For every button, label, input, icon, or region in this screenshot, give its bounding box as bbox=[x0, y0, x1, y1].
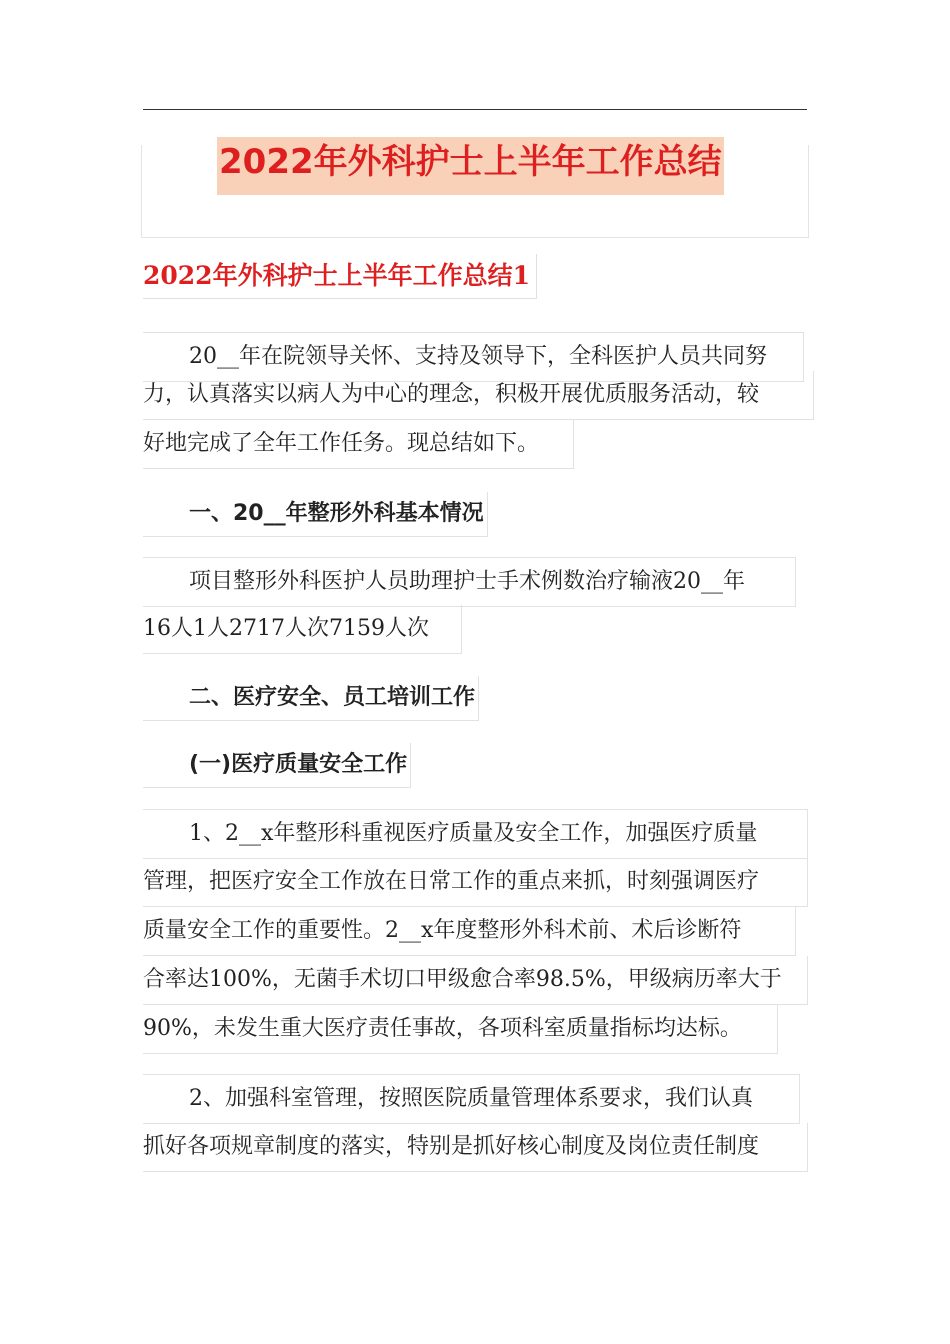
paragraph-line: 1、2__x年整形科重视医疗质量及安全工作，加强医疗质量 bbox=[143, 809, 808, 859]
section-title: 2022年外科护士上半年工作总结1 bbox=[143, 254, 537, 299]
paragraph-line: 合率达100%，无菌手术切口甲级愈合率98.5%，甲级病历率大于 bbox=[143, 956, 808, 1005]
paragraph-line: 90%，未发生重大医疗责任事故，各项科室质量指标均达标。 bbox=[143, 1005, 778, 1054]
paragraph-line: 16人1人2717人次7159人次 bbox=[143, 605, 462, 654]
paragraph-line: 项目整形外科医护人员助理护士手术例数治疗输液20__年 bbox=[143, 557, 796, 607]
paragraph-line: 管理，把医疗安全工作放在日常工作的重点来抓，时刻强调医疗 bbox=[143, 858, 808, 907]
section-heading: 一、20__年整形外科基本情况 bbox=[143, 492, 488, 537]
subsection-heading: (一)医疗质量安全工作 bbox=[143, 743, 411, 788]
paragraph-line: 抓好各项规章制度的落实，特别是抓好核心制度及岗位责任制度 bbox=[143, 1123, 808, 1172]
document-title: 2022年外科护士上半年工作总结 bbox=[217, 137, 724, 195]
paragraph-line: 2、加强科室管理，按照医院质量管理体系要求，我们认真 bbox=[143, 1074, 800, 1124]
paragraph-line: 力，认真落实以病人为中心的理念，积极开展优质服务活动，较 bbox=[143, 371, 814, 420]
paragraph-line: 好地完成了全年工作任务。现总结如下。 bbox=[143, 420, 574, 469]
section-heading: 二、医疗安全、员工培训工作 bbox=[143, 676, 479, 721]
paragraph-line: 质量安全工作的重要性。2__x年度整形外科术前、术后诊断符 bbox=[143, 907, 796, 956]
paragraph-line: 20__年在院领导关怀、支持及领导下，全科医护人员共同努 bbox=[143, 332, 804, 382]
header-rule bbox=[143, 109, 807, 110]
